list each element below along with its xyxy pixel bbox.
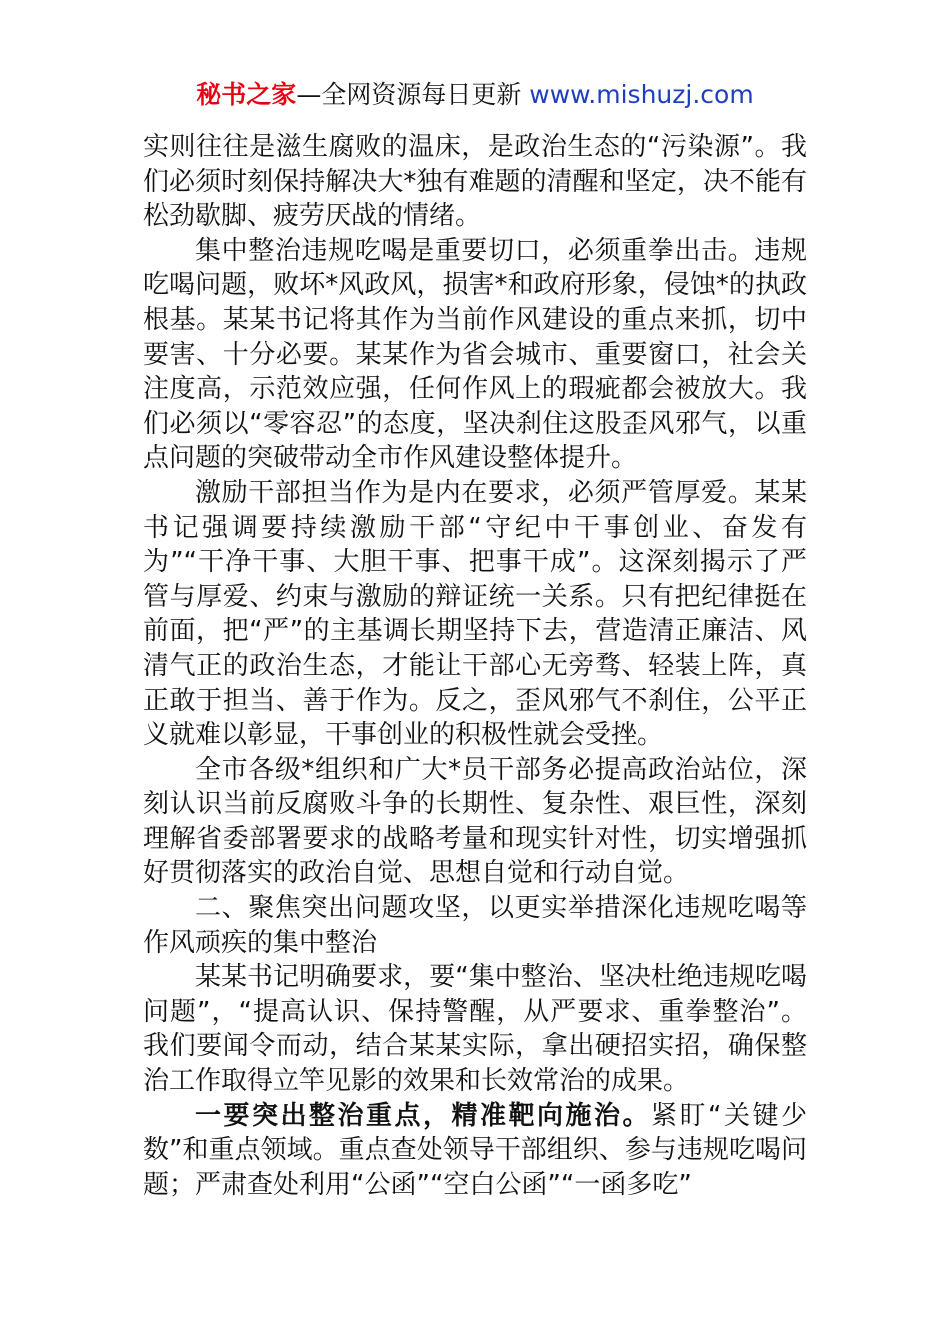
site-header: [0, 78, 950, 112]
paragraph: 激励干部担当作为是内在要求，必须严管厚爱。某某书记强调要持续激励干部“守纪中干事创业、奋发有为”“干净干事、大胆干事、把事干成”。这深刻揭示了严管与厚爱、约束与激励的辩证统一关系。只有把纪律挺在前面，把“严”的主基调长期坚持下去，营造清正廉洁、风清气正的政治生态，才能让干部心无旁骛、轻装上阵，真正敢于担当、善于作为。反之，歪风邪气不刹住，公平正义就难以彰显，干事创业的积极性就会受挫。: [143, 477, 807, 751]
document-body: [143, 130, 807, 1202]
paragraph: 集中整治违规吃喝是重要切口，必须重拳出击。违规吃喝问题，败坏*风政风，损害*和政府形象，侵蚀*的执政根基。某某书记将其作为当前作风建设的重点来抓，切中要害、十分必要。某某作为省会城市、重要窗口，社会关注度高，示范效应强，任何作风上的瑕疵都会被放大。我们必须以“零容忍”的态度，坚决刹住这股歪风邪气，以重点问题的突破带动全市作风建设整体提升。: [143, 235, 807, 474]
site-tagline: —全网资源每日更新: [296, 80, 530, 109]
paragraph: 某某书记明确要求，要“集中整治、坚决杜绝违规吃喝问题”，“提高认识、保持警醒，从严要求、重拳整治”。我们要闻令而动，结合某某实际，拿出硬招实招，确保整治工作取得立竿见影的效果和长效常治的成果。: [143, 962, 807, 1097]
bold-lead-text: 一要突出整治重点，精准靶向施治。: [195, 1100, 652, 1131]
paragraph-with-bold-lead: [143, 1099, 807, 1203]
section-heading: 二、聚焦突出问题攻坚，以更实举措深化违规吃喝等作风顽疾的集中整治: [143, 893, 807, 958]
paragraph-text: 紧盯“关键少数”和重点领域。重点查处领导干部组织、参与违规吃喝问题；严肃查处利用“公函”“空白公函”“一函多吃”: [143, 1100, 807, 1200]
site-url-link[interactable]: www.mishuzj.com: [529, 80, 754, 109]
paragraph: 全市各级*组织和广大*员干部务必提高政治站位，深刻认识当前反腐败斗争的长期性、复杂性、艰巨性，深刻理解省委部署要求的战略考量和现实针对性，切实增强抓好贯彻落实的政治自觉、思想自觉和行动自觉。: [143, 754, 807, 889]
paragraph-continuation: 实则往往是滋生腐败的温床，是政治生态的“污染源”。我们必须时刻保持解决大*独有难题的清醒和坚定，决不能有松劲歇脚、疲劳厌战的情绪。: [143, 132, 807, 232]
site-brand: 秘书之家: [196, 80, 297, 109]
